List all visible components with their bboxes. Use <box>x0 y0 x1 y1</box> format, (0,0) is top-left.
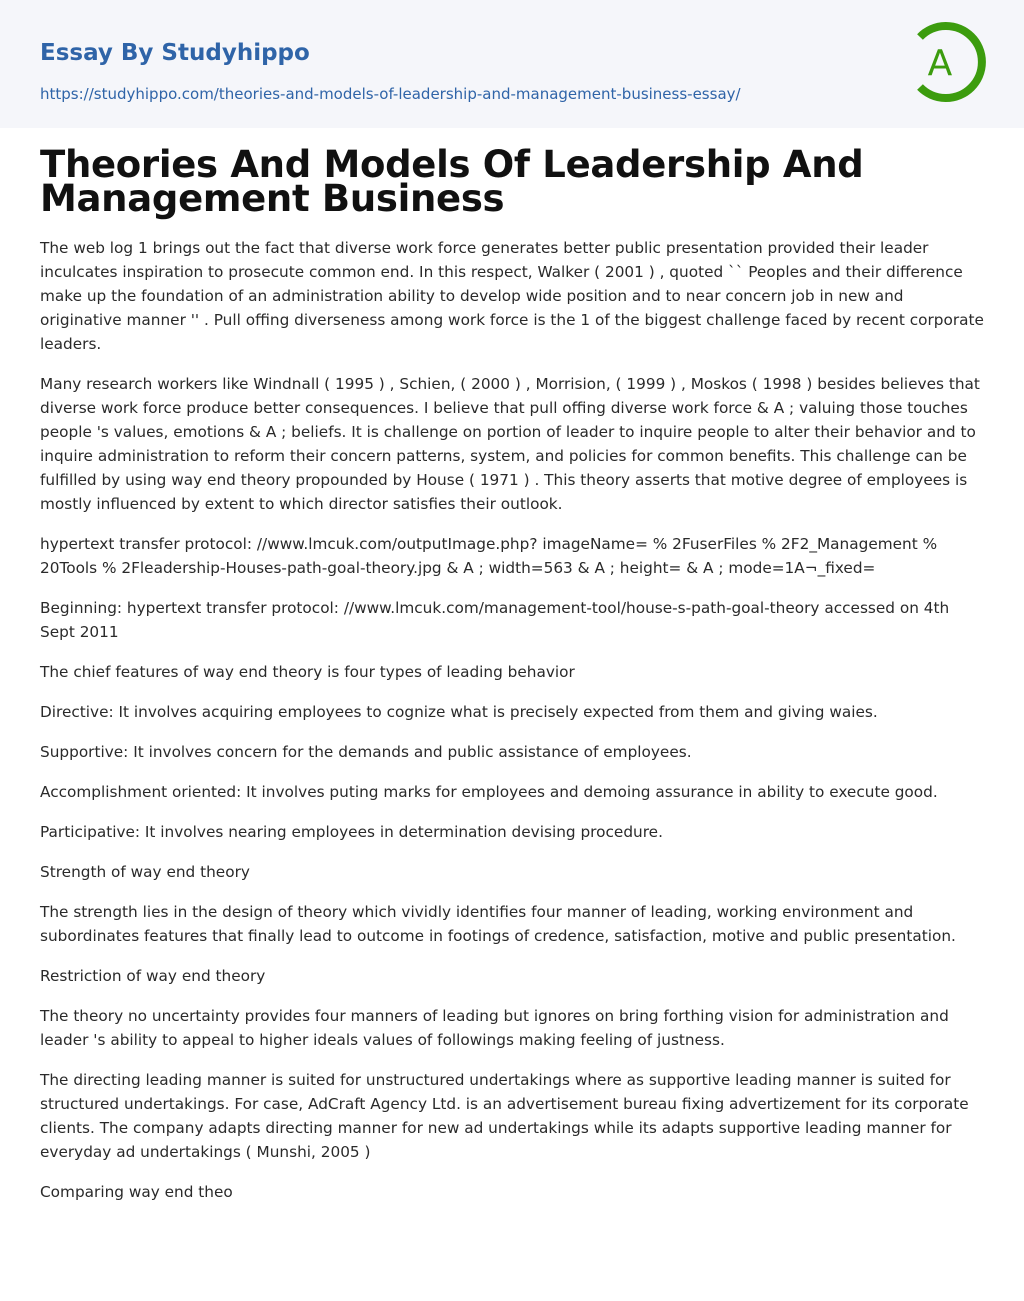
paragraph: Comparing way end theo <box>40 1183 233 1201</box>
paragraph: The directing leading manner is suited for unstructured undertakings where as supportive leading manner is suited for structured undertakings. For case, AdCraft Agency Ltd. is an advertisement bureau fixing advertizement for its corporate clients. The company adapts directing manner for new ad undertakings while its adapts supportive leading manner for everyday ad undertakings ( Munshi, 2005 ) <box>40 1071 969 1161</box>
paragraph: Directive: It involves acquiring employees to cognize what is precisely expected from them and giving waies. <box>40 703 878 721</box>
paragraph: hypertext transfer protocol: //www.lmcuk.com/outputImage.php? imageName= % 2FuserFiles % 2F2_Management % 20Tools % 2Fleadership-Houses-path-goal-theory.jpg & A ; width=563 & A ; height= & A ; mode=1A¬_fixed= <box>40 535 938 577</box>
article-title: Theories And Models Of Leadership And Management Business <box>40 143 864 220</box>
studyhippo-logo-icon <box>908 19 988 105</box>
paragraph: Supportive: It involves concern for the demands and public assistance of employees. <box>40 743 692 761</box>
paragraph: Many research workers like Windnall ( 1995 ) , Schien, ( 2000 ) , Morrision, ( 1999 ) , Moskos ( 1998 ) besides believes that diverse work force produce better consequences. I believe that pull offing diverse work force & A ; valuing those touches people 's values, emotions & A ; beliefs. It is challenge on portion of leader to inquire people to alter their behavior and to inquire administration to reform their concern patterns, system, and policies for common benefits. This challenge can be fulfilled by using way end theory propounded by House ( 1971 ) . This theory asserts that motive degree of employees is mostly influenced by extent to which director satisfies their outlook. <box>40 375 980 513</box>
paragraph: Participative: It involves nearing employees in determination devising procedure. <box>40 823 663 841</box>
site-header <box>0 0 1024 128</box>
paragraph: The strength lies in the design of theory which vividly identifies four manner of leading, working environment and subordinates features that finally lead to outcome in footings of credence, satisfaction, motive and public presentation. <box>40 903 956 945</box>
paragraph: Strength of way end theory <box>40 863 250 881</box>
paragraph: The web log 1 brings out the fact that diverse work force generates better public presentation provided their leader inculcates inspiration to prosecute common end. In this respect, Walker ( 2001 ) , quoted `` Peoples and their difference make up the foundation of an administration ability to develop wide position and to near concern job in new and originative manner '' . Pull offing diverseness among work force is the 1 of the biggest challenge faced by recent corporate leaders. <box>40 239 984 353</box>
essay-url-link[interactable]: https://studyhippo.com/theories-and-models-of-leadership-and-management-business-essay/ <box>40 85 741 103</box>
paragraph: The chief features of way end theory is four types of leading behavior <box>40 663 575 681</box>
article <box>0 128 1024 1204</box>
brand-title: Essay By Studyhippo <box>40 40 310 66</box>
svg-text:A: A <box>927 43 953 84</box>
paragraph: Beginning: hypertext transfer protocol: //www.lmcuk.com/management-tool/house-s-path-goal-theory accessed on 4th Sept 2011 <box>40 599 950 641</box>
paragraph: Restriction of way end theory <box>40 967 266 985</box>
paragraph: Accomplishment oriented: It involves puting marks for employees and demoing assurance in ability to execute good. <box>40 783 938 801</box>
article-body <box>40 236 984 1204</box>
paragraph: The theory no uncertainty provides four manners of leading but ignores on bring forthing vision for administration and leader 's ability to appeal to higher ideals values of followings making feeling of justness. <box>40 1007 949 1049</box>
